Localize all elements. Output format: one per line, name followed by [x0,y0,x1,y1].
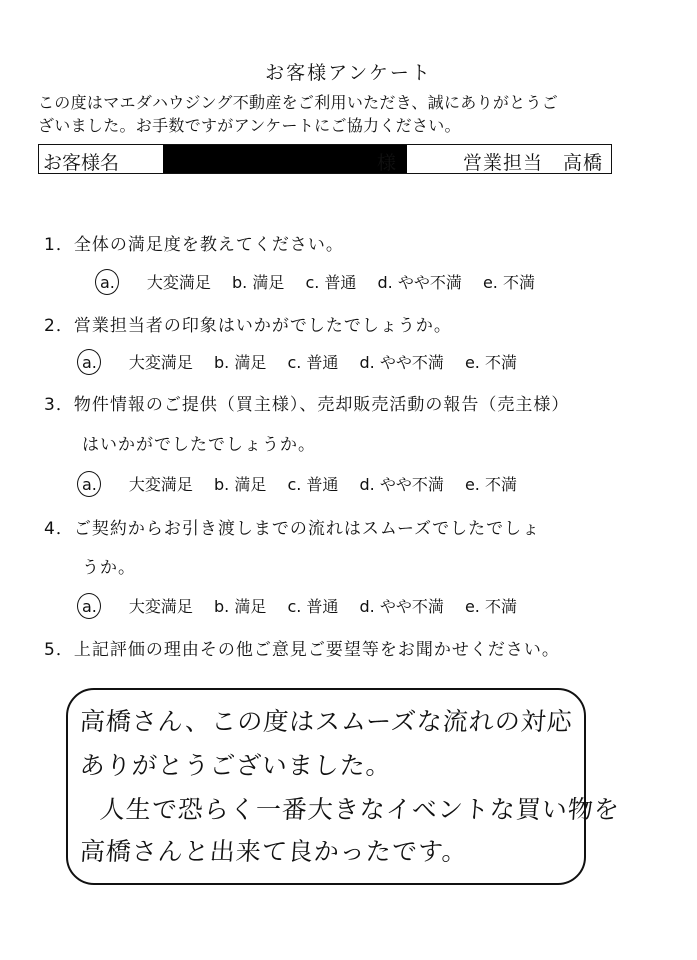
option-b: b. 満足 [214,353,267,372]
option-e: e. 不満 [464,353,517,372]
option-d: d. やや不満 [359,597,444,616]
question-2: 2．営業担当者の印象はいかがでしたでしょうか。 [44,316,452,336]
option-b: b. 満足 [214,597,267,616]
selected-option-circle [100,273,131,292]
selected-option-circle [82,475,113,494]
selected-option-circle [82,597,113,616]
option-a-letter: a. [82,475,97,494]
option-a: 大変満足 [146,273,211,292]
option-b: b. 満足 [214,475,267,494]
options-4 [82,594,533,617]
comment-line: 高橋さんと出来て良かったです。 [78,837,469,866]
question-5: 5．上記評価の理由その他ご意見ご要望等をお聞かせください。 [44,640,560,660]
option-a-letter: a. [82,597,97,616]
options-1 [100,270,551,293]
question-4-cont: うか。 [82,558,136,578]
page-title: お客様アンケート [265,62,432,84]
honorific: 様 [377,152,397,174]
option-c: c. 普通 [287,353,339,372]
option-c: c. 普通 [287,597,339,616]
options-2 [82,350,533,373]
intro-line: この度はマエダハウジング不動産をご利用いただき、誠にありがとうご [38,93,559,112]
option-a-letter: a. [82,353,97,372]
selected-option-circle [82,353,113,372]
question-3-cont: はいかがでしたでしょうか。 [82,435,316,455]
comment-line: 高橋さん、この度はスムーズな流れの対応 [78,707,574,736]
option-e: e. 不満 [464,475,517,494]
customer-label: お客様名 [43,152,120,174]
staff-name: 営業担当 高橋 [462,152,603,174]
intro-text [38,91,678,137]
option-e: e. 不満 [482,273,535,292]
option-e: e. 不満 [464,597,517,616]
option-c: c. 普通 [287,475,339,494]
option-d: d. やや不満 [359,475,444,494]
customer-box [38,144,612,174]
option-a: 大変満足 [128,475,193,494]
option-d: d. やや不満 [359,353,444,372]
redacted-name [163,145,407,173]
comment-line: 人生で恐らく一番大きなイベントな買い物を [98,795,621,824]
option-c: c. 普通 [305,273,357,292]
intro-line: ざいました。お手数ですがアンケートにご協力ください。 [38,116,461,135]
option-b: b. 満足 [232,273,285,292]
comment-box [66,688,621,885]
option-a: 大変満足 [128,353,193,372]
comment-line: ありがとうございました。 [78,751,393,780]
question-3: 3．物件情報のご提供（買主様）、売却販売活動の報告（売主様） [44,395,570,415]
option-d: d. やや不満 [377,273,462,292]
question-4: 4．ご契約からお引き渡しまでの流れはスムーズでしたでしょ [44,519,541,539]
question-1: 1．全体の満足度を教えてください。 [44,235,344,255]
option-a-letter: a. [100,273,115,292]
option-a: 大変満足 [128,597,193,616]
options-3 [82,472,533,495]
